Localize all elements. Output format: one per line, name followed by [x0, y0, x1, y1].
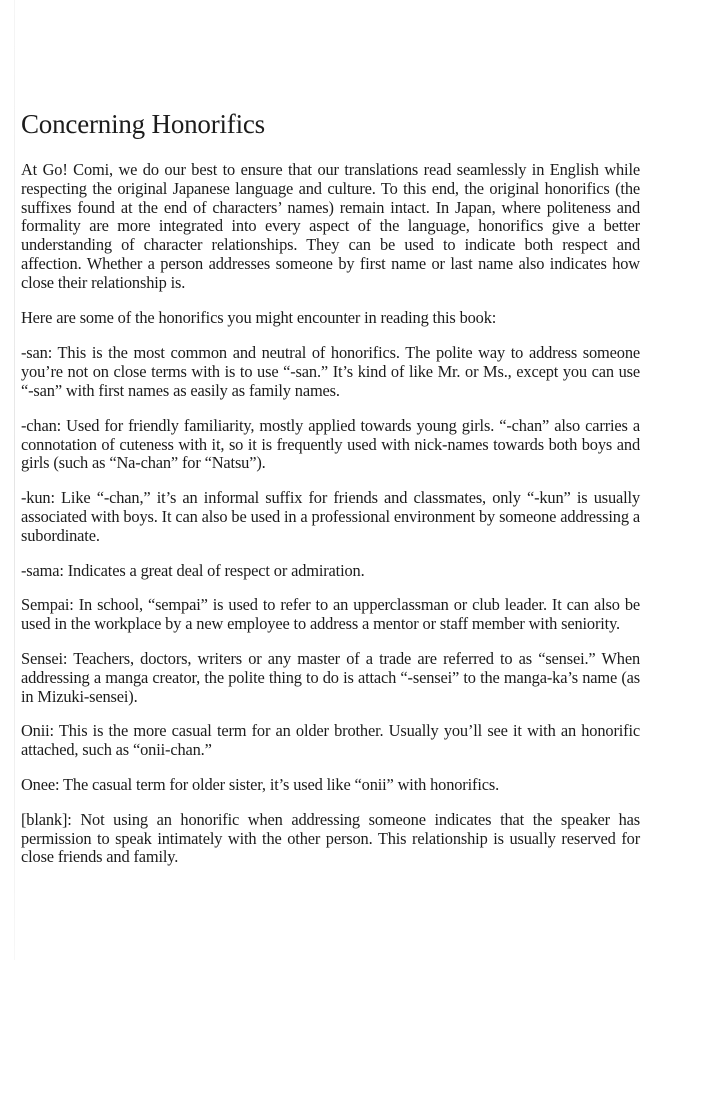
scan-edge-shadow: [14, 0, 15, 960]
lead-in-paragraph: Here are some of the honorifics you might encounter in reading this book:: [21, 307, 497, 327]
intro-paragraph: At Go! Comi, we do our best to ensure that our translations read seamlessly in English while respecting the original Japanese language and culture. To this end, the original honorifics (the suffixes found at the end of characters’ names) remain intact. In Japan, where politeness and formality are more integrated into every aspect of the language, honorifics give a better understanding of character relationships. They can be used to indicate both respect and affection. Whether a person addresses someone by first name or last name also indicates how close their relationship is.: [21, 160, 640, 292]
honorific-kun-entry: -kun: Like “-chan,” it’s an informal suffix for friends and classmates, only “-kun” is usually associated with boys. It can also be used in a professional environment by someone addressing a subordinate.: [21, 488, 640, 545]
honorific-blank-entry: [blank]: Not using an honorific when addressing someone indicates that the speaker has permission to speak intimately with the other person. This relationship is usually reserved for close friends and family.: [21, 809, 640, 867]
page-title: Concerning Honorifics: [21, 109, 265, 139]
honorific-san-entry: -san: This is the most common and neutral of honorifics. The polite way to address someone you’re not on close terms with is to use “-san.” It’s kind of like Mr. or Ms., except you can use “-san” with first names as easily as family names.: [21, 343, 640, 400]
honorific-chan-entry: -chan: Used for friendly familiarity, mostly applied towards young girls. “-chan” also carries a connotation of cuteness with it, so it is frequently used with nick-names towards both boys and girls (such as “Na-chan” for “Natsu”).: [21, 415, 640, 473]
honorific-sempai-entry: Sempai: In school, “sempai” is used to refer to an upperclassman or club leader. It can also be used in the workplace by a new employee to address a mentor or staff member with seniority.: [21, 595, 640, 634]
honorific-sensei-entry: Sensei: Teachers, doctors, writers or any master of a trade are referred to as “sensei.” When addressing a manga creator, the polite thing to do is attach “-sensei” to the manga-ka’s name (as in Mizuki-sensei).: [21, 648, 640, 706]
honorifics-article: [21, 106, 640, 883]
honorific-onee-entry: Onee: The casual term for older sister, it’s used like “onii” with honorifics.: [21, 774, 500, 794]
honorific-sama-entry: -sama: Indicates a great deal of respect or admiration.: [21, 560, 365, 580]
honorific-onii-entry: Onii: This is the more casual term for an older brother. Usually you’ll see it with an honorific attached, such as “onii-chan.”: [21, 721, 640, 760]
